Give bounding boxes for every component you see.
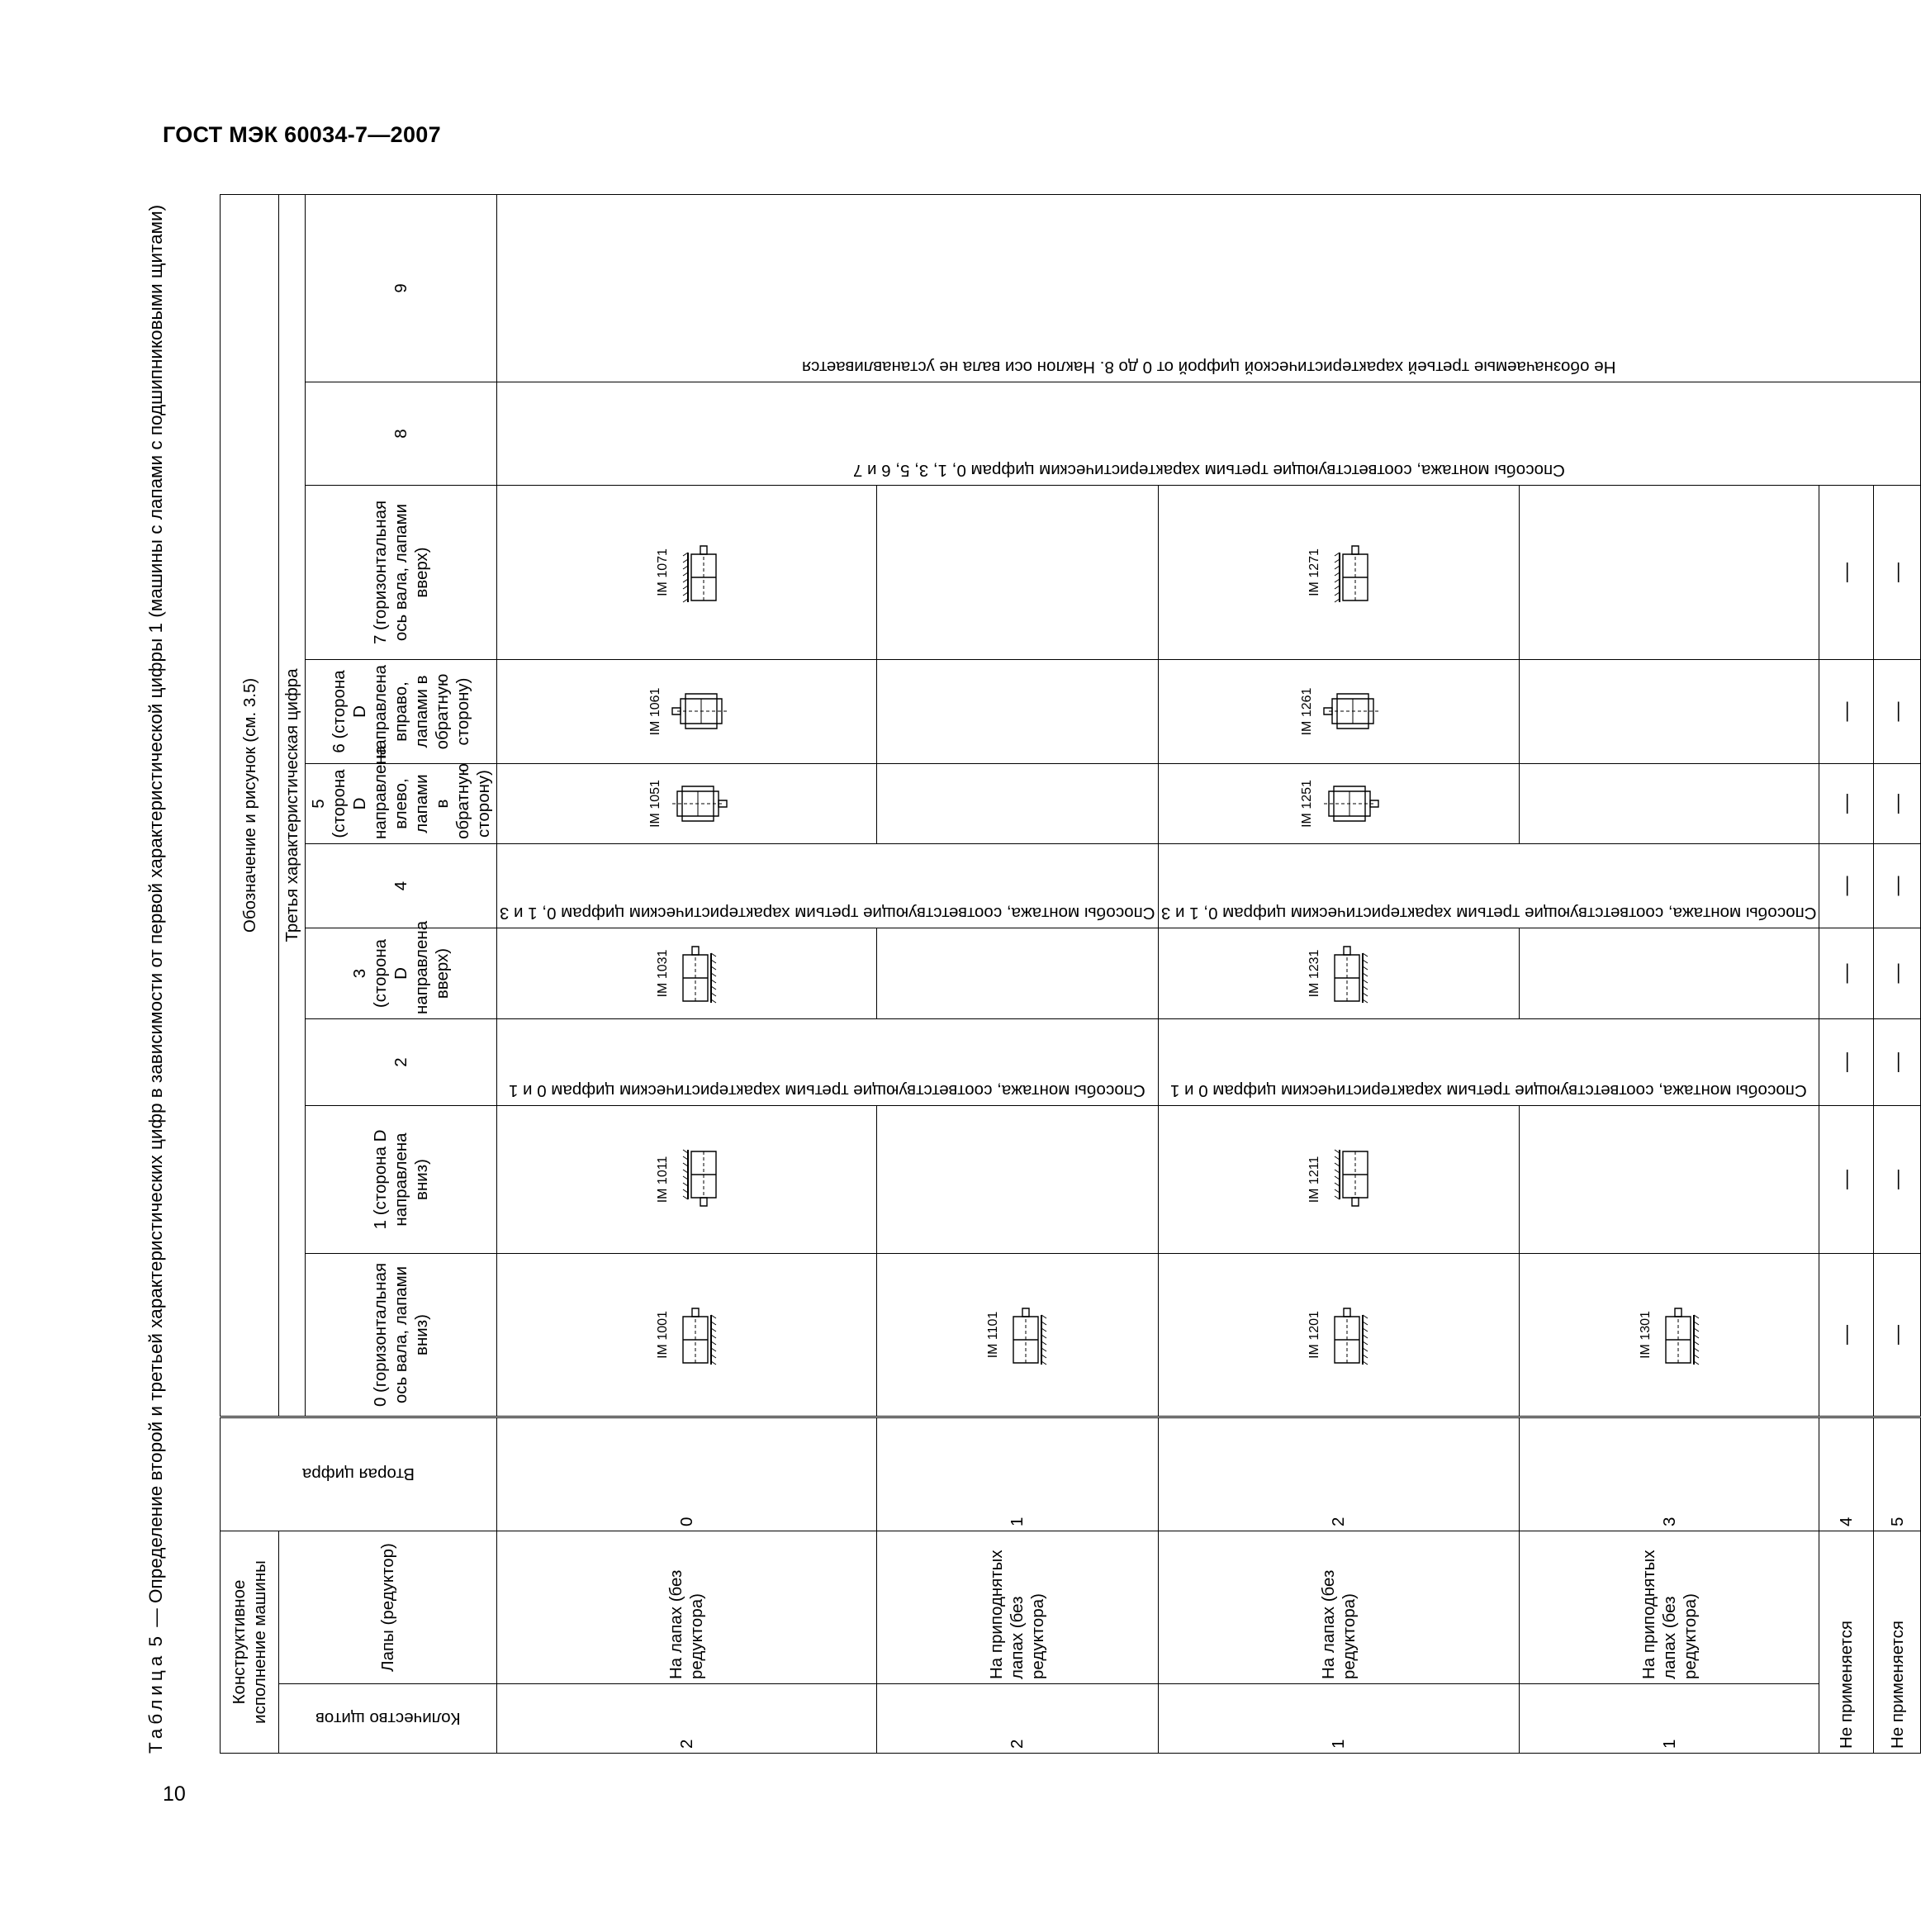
note-digits-0-1-3: Способы монтажа, соответствующие третьим характеристическим цифрам 0, 1 и 3 xyxy=(497,843,1159,928)
rotated-table-area xyxy=(145,0,1909,1754)
shields-cell: 2 xyxy=(497,1684,877,1754)
shields-cell: 1 xyxy=(1158,1684,1520,1754)
motor-figure-icon xyxy=(671,781,728,827)
dash-cell: — xyxy=(1874,659,1921,763)
mount-code: IM 1211 xyxy=(1307,1156,1322,1203)
motor-figure-icon xyxy=(1322,688,1380,734)
dash-cell: — xyxy=(1874,1018,1921,1105)
document-header: ГОСТ МЭК 60034-7—2007 xyxy=(163,122,441,147)
dash-cell: — xyxy=(1874,843,1921,928)
mount-cell xyxy=(1158,659,1520,763)
table-caption xyxy=(145,199,168,1754)
mount-code: IM 1301 xyxy=(1638,1311,1653,1359)
mount-cell xyxy=(1158,1253,1520,1417)
shield-count-header: Количество щитов xyxy=(279,1684,497,1754)
mount-cell xyxy=(497,485,877,659)
mount-cell xyxy=(497,1105,877,1253)
dash-cell: — xyxy=(1819,1253,1874,1417)
machine-design-header: Конструктивное исполнение машины xyxy=(221,1531,279,1753)
mount-code: IM 1271 xyxy=(1307,548,1322,596)
mount-cell xyxy=(497,659,877,763)
digit-cell: 4 xyxy=(1819,1417,1874,1531)
digit-cell: 3 xyxy=(1520,1417,1819,1531)
empty-cell xyxy=(1520,928,1819,1018)
motor-figure-icon xyxy=(678,539,721,605)
empty-cell xyxy=(876,485,1158,659)
mounting-table xyxy=(220,194,1921,1754)
dash-cell: — xyxy=(1819,843,1874,928)
mount-code: IM 1101 xyxy=(986,1311,1000,1359)
third-digit-header: Третья характеристическая цифра xyxy=(279,194,306,1417)
empty-cell xyxy=(1520,763,1819,843)
col5-header: 5 (сторона D направлена влево, лапами в обратную сторону) xyxy=(306,763,497,843)
shields-cell: Не применяется xyxy=(1874,1531,1921,1753)
motor-figure-icon xyxy=(1330,940,1373,1006)
dash-cell: — xyxy=(1819,485,1874,659)
table-row xyxy=(497,194,877,1753)
col7-header: 7 (горизонтальная ось вала, лапами вверх) xyxy=(306,485,497,659)
empty-cell xyxy=(1520,659,1819,763)
shields-cell: 1 xyxy=(1520,1684,1819,1754)
motor-figure-icon xyxy=(1330,1146,1373,1213)
dash-cell: — xyxy=(1819,1105,1874,1253)
col2-header: 2 xyxy=(306,1018,497,1105)
mount-cell xyxy=(497,763,877,843)
empty-cell xyxy=(876,659,1158,763)
dash-cell: — xyxy=(1874,1253,1921,1417)
motor-figure-icon xyxy=(1661,1302,1704,1368)
empty-cell xyxy=(876,763,1158,843)
designation-header: Обозначение и рисунок (см. 3.5) xyxy=(221,194,279,1417)
empty-cell xyxy=(1520,485,1819,659)
mount-code: IM 1031 xyxy=(655,949,670,998)
empty-cell xyxy=(876,928,1158,1018)
shields-cell: Не применяется xyxy=(1819,1531,1874,1753)
motor-figure-icon xyxy=(1330,1302,1373,1368)
dash-cell: — xyxy=(1874,928,1921,1018)
mount-cell xyxy=(1158,763,1520,843)
feet-header: Лапы (редуктор) xyxy=(279,1531,497,1683)
mount-code: IM 1071 xyxy=(655,548,670,596)
motor-figure-icon xyxy=(678,940,721,1006)
digit-cell: 1 xyxy=(876,1417,1158,1531)
col9-header: 9 xyxy=(306,194,497,382)
mount-cell xyxy=(497,928,877,1018)
col0-header: 0 (горизонтальная ось вала, лапами вниз) xyxy=(306,1253,497,1417)
dash-cell: — xyxy=(1819,763,1874,843)
motor-figure-icon xyxy=(678,1302,721,1368)
mount-cell xyxy=(497,1253,877,1417)
second-digit-header: Вторая цифра xyxy=(221,1417,497,1531)
digit-cell: 5 xyxy=(1874,1417,1921,1531)
mount-code: IM 1261 xyxy=(1300,687,1315,736)
dash-cell: — xyxy=(1874,1105,1921,1253)
digit-cell: 0 xyxy=(497,1417,877,1531)
mount-cell xyxy=(1158,928,1520,1018)
page-number: 10 xyxy=(163,1782,186,1806)
caption-number: 5 xyxy=(145,1631,166,1647)
feet-cell: На приподнятых лапах (без редуктора) xyxy=(876,1531,1158,1683)
empty-cell xyxy=(876,1105,1158,1253)
col6-header: 6 (сторона D направлена вправо, лапами в обратную сторону) xyxy=(306,659,497,763)
feet-cell: На лапах (без редуктора) xyxy=(497,1531,877,1683)
col3-header: 3 (сторона D направлена вверх) xyxy=(306,928,497,1018)
note-digits-0-1: Способы монтажа, соответствующие третьим характеристическим цифрам 0 и 1 xyxy=(497,1018,1159,1105)
mount-code: IM 1051 xyxy=(647,780,662,828)
mount-code: IM 1201 xyxy=(1307,1311,1322,1359)
note-digits-0-1: Способы монтажа, соответствующие третьим характеристическим цифрам 0 и 1 xyxy=(1158,1018,1819,1105)
caption-text: — Определение второй и третьей характеристических цифр в зависимости от первой характеристической цифры 1 (машины с лапами с подшипниковыми щитами) xyxy=(145,204,166,1627)
motor-figure-icon xyxy=(1008,1302,1051,1368)
mount-cell xyxy=(1520,1253,1819,1417)
motor-figure-icon xyxy=(678,1146,721,1213)
col1-header: 1 (сторона D направлена вниз) xyxy=(306,1105,497,1253)
col4-header: 4 xyxy=(306,843,497,928)
note-digit-9: Не обозначаемые третьей характеристической цифрой от 0 до 8. Наклон оси вала не устанавливается xyxy=(497,194,1921,382)
mount-code: IM 1011 xyxy=(655,1156,670,1203)
note-digits-0-7: Способы монтажа, соответствующие третьим характеристическим цифрам 0, 1, 3, 5, 6 и 7 xyxy=(497,382,1921,485)
motor-figure-icon xyxy=(1330,539,1373,605)
mount-cell xyxy=(1158,485,1520,659)
col8-header: 8 xyxy=(306,382,497,485)
mount-cell xyxy=(876,1253,1158,1417)
mount-code: IM 1231 xyxy=(1307,949,1322,998)
digit-cell: 2 xyxy=(1158,1417,1520,1531)
feet-cell: На лапах (без редуктора) xyxy=(1158,1531,1520,1683)
motor-figure-icon xyxy=(1322,781,1380,827)
mount-cell xyxy=(1158,1105,1520,1253)
empty-cell xyxy=(1520,1105,1819,1253)
dash-cell: — xyxy=(1819,928,1874,1018)
mount-code: IM 1061 xyxy=(647,687,662,736)
feet-cell: На приподнятых лапах (без редуктора) xyxy=(1520,1531,1819,1683)
shields-cell: 2 xyxy=(876,1684,1158,1754)
note-digits-0-1-3: Способы монтажа, соответствующие третьим характеристическим цифрам 0, 1 и 3 xyxy=(1158,843,1819,928)
dash-cell: — xyxy=(1874,763,1921,843)
dash-cell: — xyxy=(1874,485,1921,659)
mount-code: IM 1251 xyxy=(1300,780,1315,828)
motor-figure-icon xyxy=(671,688,728,734)
caption-label: Таблица xyxy=(145,1651,166,1754)
dash-cell: — xyxy=(1819,659,1874,763)
mount-code: IM 1001 xyxy=(655,1311,670,1359)
dash-cell: — xyxy=(1819,1018,1874,1105)
